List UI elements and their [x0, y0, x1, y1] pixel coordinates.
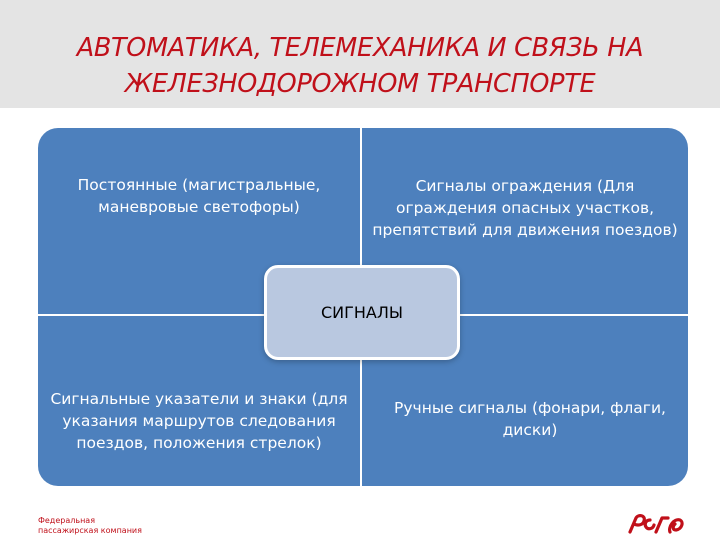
quadrant-top-left-text: Постоянные (магистральные, маневровые светофоры)	[77, 176, 321, 216]
company-name-line-1: Федеральная	[38, 516, 96, 525]
quadrant-top-right-text: Сигналы ограждения (Для ограждения опасных участков, препятствий для движения поездов)	[372, 177, 678, 239]
company-name-line-2: пассажирская компания	[38, 526, 142, 535]
slide-title-line-2: ЖЕЛЕЗНОДОРОЖНОМ ТРАНСПОРТЕ	[124, 69, 596, 99]
company-name	[38, 516, 142, 536]
quadrant-bottom-left-text: Сигнальные указатели и знаки (для указания маршрутов следования поездов, положения стрелок)	[50, 390, 348, 452]
center-node-label: СИГНАЛЫ	[320, 303, 404, 322]
slide-title	[10, 30, 710, 102]
center-node	[264, 265, 460, 360]
quadrant-bottom-right-text: Ручные сигналы (фонари, флаги, диски)	[394, 399, 666, 439]
rzd-logo-icon	[626, 512, 688, 536]
slide-title-line-1: АВТОМАТИКА, ТЕЛЕМЕХАНИКА И СВЯЗЬ НА	[76, 33, 644, 63]
